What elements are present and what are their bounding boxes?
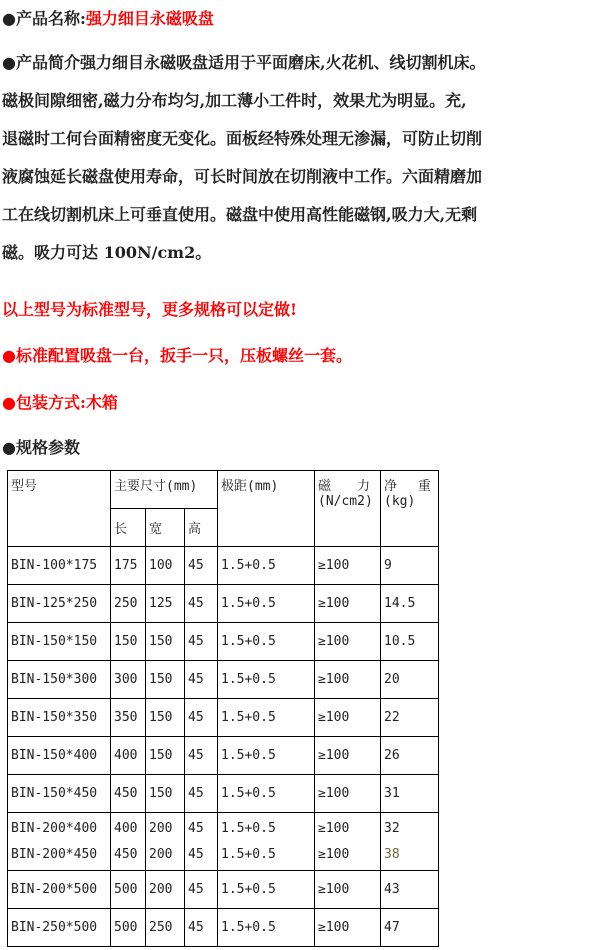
cell-force-b: ≥100: [318, 846, 350, 862]
table-row: [8, 813, 439, 871]
header-force: [315, 471, 381, 547]
cell-height: 45: [185, 699, 218, 737]
table-header-row: [8, 471, 439, 509]
custom-notice: 以上型号为标准型号，更多规格可以定做!: [2, 300, 298, 319]
table-row: [8, 661, 439, 699]
cell-pitch: 1.5+0.5: [218, 699, 315, 737]
cell-length: [111, 813, 146, 871]
cell-pitch: 1.5+0.5: [218, 775, 315, 813]
cell-pitch: 1.5+0.5: [218, 585, 315, 623]
cell-width: 150: [146, 661, 185, 699]
cell-pitch: 1.5+0.5: [218, 547, 315, 585]
cell-length-a: 400: [114, 820, 138, 836]
cell-height-b: 45: [188, 846, 204, 862]
table-row: [8, 737, 439, 775]
cell-length: 150: [111, 623, 146, 661]
cell-weight: [381, 813, 439, 871]
cell-weight: 43: [381, 871, 439, 909]
cell-weight: 20: [381, 661, 439, 699]
cell-pitch: 1.5+0.5: [218, 737, 315, 775]
cell-height: 45: [185, 585, 218, 623]
cell-height-a: 45: [188, 820, 204, 836]
cell-height: 45: [185, 909, 218, 947]
table-row: [8, 699, 439, 737]
header-force-line1: 磁 力: [318, 479, 371, 494]
intro-line: 工在线切割机床上可垂直使用。磁盘中使用高性能磁钢,吸力大,无剩: [2, 205, 478, 224]
table-row: [8, 547, 439, 585]
cell-width-b: 200: [149, 846, 173, 862]
cell-weight: 47: [381, 909, 439, 947]
product-intro: [2, 44, 562, 272]
cell-length: 450: [111, 775, 146, 813]
cell-model: BIN-125*250: [8, 585, 111, 623]
cell-width: 150: [146, 623, 185, 661]
cell-length: 250: [111, 585, 146, 623]
cell-width-a: 200: [149, 820, 173, 836]
cell-pitch: 1.5+0.5: [218, 661, 315, 699]
standard-config-line: [2, 343, 352, 366]
header-force-line2: (N/cm2): [318, 494, 373, 509]
table-row: [8, 909, 439, 947]
table-row: [8, 775, 439, 813]
cell-length: 300: [111, 661, 146, 699]
cell-model: BIN-150*150: [8, 623, 111, 661]
product-name-line: [2, 6, 214, 29]
intro-line: 液腐蚀延长磁盘使用寿命，可长时间放在切削液中工作。六面精磨加: [2, 167, 483, 186]
spec-title: ●规格参数: [2, 438, 80, 457]
cell-force: ≥100: [315, 909, 381, 947]
cell-length-b: 450: [114, 846, 138, 862]
cell-width: 150: [146, 699, 185, 737]
bullet: ●: [2, 346, 16, 365]
cell-force: ≥100: [315, 661, 381, 699]
cell-width: 100: [146, 547, 185, 585]
cell-weight: 31: [381, 775, 439, 813]
cell-force: ≥100: [315, 871, 381, 909]
cell-force-a: ≥100: [318, 820, 350, 836]
header-weight: [381, 471, 439, 547]
cell-weight: 22: [381, 699, 439, 737]
cell-pitch: 1.5+0.5: [218, 909, 315, 947]
intro-line: 磁。吸力可达 100N/cm2。: [2, 243, 212, 262]
cell-model: [8, 813, 111, 871]
cell-height: 45: [185, 775, 218, 813]
cell-force: ≥100: [315, 623, 381, 661]
cell-model: BIN-100*175: [8, 547, 111, 585]
cell-weight: 26: [381, 737, 439, 775]
table-body: [8, 547, 439, 947]
header-width: 宽: [146, 509, 185, 547]
intro-line: ●产品简介强力细目永磁吸盘适用于平面磨床,火花机、线切割机床。: [2, 53, 486, 72]
spec-table: [7, 470, 439, 947]
cell-force: ≥100: [315, 775, 381, 813]
cell-model: BIN-150*300: [8, 661, 111, 699]
cell-length: 500: [111, 909, 146, 947]
cell-weight-b: 38: [384, 846, 400, 862]
product-name-label: 产品名称:: [15, 9, 86, 28]
cell-length: 350: [111, 699, 146, 737]
cell-length: 175: [111, 547, 146, 585]
cell-pitch: 1.5+0.5: [218, 623, 315, 661]
cell-height: 45: [185, 623, 218, 661]
table-row: [8, 585, 439, 623]
table-row: [8, 871, 439, 909]
cell-weight: 10.5: [381, 623, 439, 661]
header-dimensions: 主要尺寸(mm): [111, 471, 218, 509]
product-name-value: 强力细目永磁吸盘: [85, 9, 214, 28]
cell-force: ≥100: [315, 737, 381, 775]
cell-width: 150: [146, 775, 185, 813]
cell-pitch: 1.5+0.5: [218, 871, 315, 909]
cell-height: 45: [185, 871, 218, 909]
packing-text: 包装方式:木箱: [15, 393, 118, 412]
standard-config-text: 标准配置吸盘一台，扳手一只，压板螺丝一套。: [15, 346, 352, 365]
cell-width: 200: [146, 871, 185, 909]
header-length: 长: [111, 509, 146, 547]
cell-model: BIN-150*400: [8, 737, 111, 775]
cell-weight: 9: [381, 547, 439, 585]
header-pitch: 极距(mm): [218, 471, 315, 547]
cell-height: 45: [185, 737, 218, 775]
cell-weight-a: 32: [384, 820, 400, 836]
header-weight-line1: 净 重: [384, 479, 431, 494]
cell-model-b: BIN-200*450: [11, 846, 98, 862]
header-height: 高: [185, 509, 218, 547]
cell-force: ≥100: [315, 699, 381, 737]
cell-length: 500: [111, 871, 146, 909]
cell-height: 45: [185, 661, 218, 699]
cell-pitch-b: 1.5+0.5: [221, 846, 276, 862]
cell-width: [146, 813, 185, 871]
header-weight-line2: (kg): [384, 494, 416, 509]
cell-force: ≥100: [315, 585, 381, 623]
table-row: [8, 623, 439, 661]
cell-force: [315, 813, 381, 871]
cell-model: BIN-150*450: [8, 775, 111, 813]
cell-force: ≥100: [315, 547, 381, 585]
bullet: ●: [2, 9, 16, 28]
cell-width: 125: [146, 585, 185, 623]
packing-line: [2, 390, 118, 413]
cell-weight: 14.5: [381, 585, 439, 623]
header-model: 型号: [8, 471, 111, 547]
cell-model: BIN-250*500: [8, 909, 111, 947]
cell-height: [185, 813, 218, 871]
cell-pitch-a: 1.5+0.5: [221, 820, 276, 836]
cell-model: BIN-200*500: [8, 871, 111, 909]
cell-model-a: BIN-200*400: [11, 820, 98, 836]
cell-height: 45: [185, 547, 218, 585]
cell-width: 150: [146, 737, 185, 775]
cell-model: BIN-150*350: [8, 699, 111, 737]
cell-pitch: [218, 813, 315, 871]
cell-length: 400: [111, 737, 146, 775]
intro-line: 退磁时工何台面精密度无变化。面板经特殊处理无渗漏，可防止切削: [2, 129, 483, 148]
bullet: ●: [2, 393, 16, 412]
cell-width: 250: [146, 909, 185, 947]
intro-line: 磁极间隙细密,磁力分布均匀,加工薄小工件时，效果尤为明显。充,: [2, 91, 467, 110]
